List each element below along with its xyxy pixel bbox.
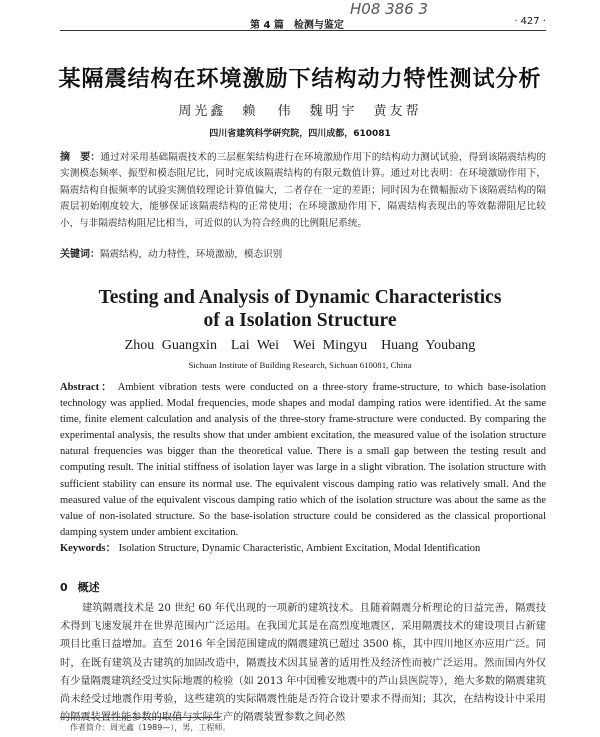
- chinese-abstract-label: 摘 要：: [60, 152, 101, 163]
- chinese-abstract-text: 通过对采用基础隔震技术的三层框架结构进行在环境激励作用下的结构动力测试试验，得到该隔震结构的实测模态频率、振型和模态阻尼比，同时完成该隔震结构的有限元数值计算。通过对比表明：在环境激励作用下，隔震结构自振频率的试验实测值较理论计算值偏大，二者存在一定的差距；同时因为在微幅振动下该隔震结构的隔震层初始刚度较大，能够保证该隔震结构的正常使用；在环境激励作用下，隔震结构表现出的等效黏滞阻尼比较小，与非隔震结构阻尼比相当，可近似的认为符合经典的比例阻尼系统。: [60, 152, 547, 229]
- handwritten-annotation: H08 386 3: [350, 0, 429, 18]
- english-keywords-label: Keywords：: [60, 543, 116, 554]
- author-footnote: 作者简介：周光鑫（1989—），男，工程师。: [70, 723, 231, 732]
- english-abstract-text: Ambient vibration tests were conducted on a three-story frame-structure, to which base-isolation technology was applied. Modal frequencies, mode shapes and modal damping ratios were identified. At the same time, finite element calculation and analysis of the three-story frame-structure were conducted. By comparing the experimental analysis, the results show that under ambient excitation, the measured value of the isolation structure natural frequencies was bigger than the theoretical value. There is a small gap between the testing result and computing result. The initial stiffness of isolation layer was large in a slight vibration. The isolation structure with sufficient stability can ensure its normal use. The equivalent viscous damping ratio was relatively small. And the measured value of the equivalent viscous damping ratio which of the isolation structure was about the same as the value of non-isolated structure. So the base-isolation structure could be considered as the classical proportional damping system under ambient excitation.: [60, 382, 547, 538]
- footnote-divider: [60, 717, 220, 718]
- chinese-keywords-label: 关键词：: [60, 249, 100, 260]
- english-abstract: [60, 380, 546, 541]
- page-number: · 427 ·: [514, 16, 546, 27]
- running-head: [60, 0, 546, 31]
- english-keywords: [60, 542, 546, 556]
- english-abstract-label: Abstract：: [60, 382, 114, 393]
- chinese-affiliation: 四川省建筑科学研究院，四川成都，610081: [209, 129, 391, 139]
- section-number: 0: [60, 581, 68, 594]
- chinese-keywords: [60, 248, 546, 262]
- english-title: [0, 286, 600, 332]
- chinese-abstract: [60, 150, 546, 232]
- english-title-line-2: of a Isolation Structure: [203, 310, 397, 331]
- running-head-section: 第 4 篇 检测与鉴定: [250, 20, 344, 31]
- chinese-keywords-text: 隔震结构，动力特性，环境激励，模态识别: [100, 249, 283, 260]
- section-title: 概述: [77, 581, 100, 594]
- section-heading: [60, 579, 100, 595]
- english-affiliation: Sichuan Institute of Building Research, Sichuan 610081, China: [188, 360, 412, 370]
- english-title-line-1: Testing and Analysis of Dynamic Characteristics: [98, 287, 502, 308]
- chinese-title: 某隔震结构在环境激励下结构动力特性测试分析: [58, 67, 542, 92]
- english-authors: Zhou Guangxin Lai Wei Wei Mingyu Huang Youbang: [124, 338, 476, 353]
- english-keywords-text: Isolation Structure, Dynamic Characteristic, Ambient Excitation, Modal Identification: [118, 543, 481, 554]
- chinese-authors: 周光鑫 赖 伟 魏明宇 黄友帮: [178, 104, 422, 119]
- body-paragraph: 建筑隔震技术是 20 世纪 60 年代出现的一项新的建筑技术。且随着隔震分析理论的日益完善，隔震技术得到飞速发展并在世界范围内广泛运用。在我国尤其是在高烈度地震区，采用隔震技术的建设项目占新建项目比重日益增加。直至 2016 年全国范围建成的隔震建筑已超过 3500 栋，其中四川地区亦应用广泛。同时，在既有建筑及古建筑的加固改造中，隔震技术因其显著的适用性及经济性而被广泛运用。然而国内外仅有少量隔震建筑经受过实际地震的检验（如 2013 年中国雅安地震中的芦山县医院等），绝大多数的隔震建筑尚未经受过地震作用考验，这些建筑的实际隔震性能是否符合设计要求不得而知；其次，在结构设计中采用的隔震装置性能参数的取值与实际生产的隔震装置参数之间必然: [60, 603, 546, 724]
